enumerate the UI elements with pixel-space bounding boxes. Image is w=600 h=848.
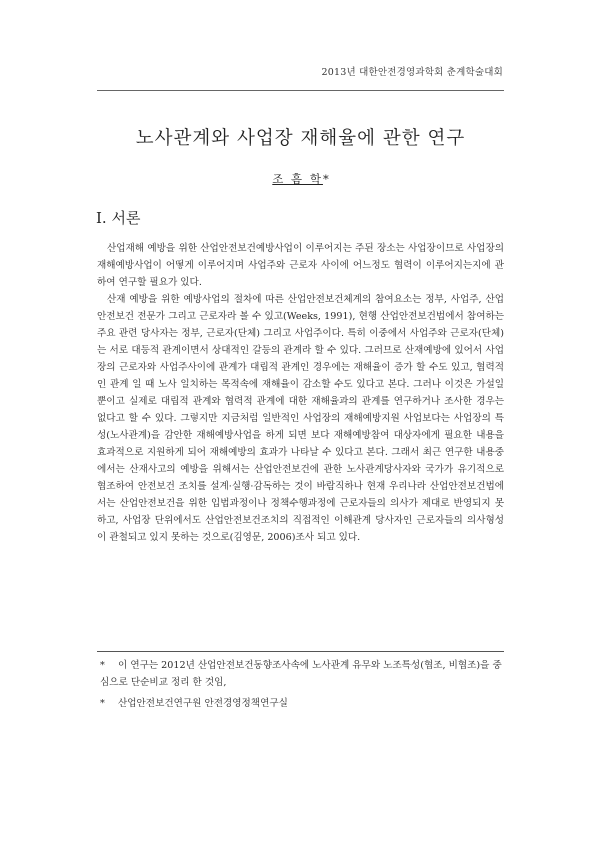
paragraph-1: 산업재해 예방을 위한 산업안전보건예방사업이 이루어지는 주된 장소는 사업장이므로 사업장의 재해예방사업이 어떻게 이루어지며 사업주와 근로자 사이에 어느정도 협력이 이루어지는지에 관하여 연구할 필요가 있다. xyxy=(97,243,504,288)
footnote-2-mark: * xyxy=(100,698,105,709)
paper-title: 노사관계와 사업장 재해율에 관한 연구 xyxy=(135,128,466,149)
footnote-1-text: 이 연구는 2012년 산업안전보건동향조사속에 노사관계 유무와 노조특성(협조, 비협조)을 중심으로 단순비교 정리 한 것임, xyxy=(100,660,502,688)
conference-header: 2013년 대한안전경영과학회 춘계학술대회 xyxy=(321,67,503,78)
author-line xyxy=(97,171,504,187)
footnote-1-mark: * xyxy=(100,660,105,671)
footnote-divider xyxy=(97,651,504,652)
footnote-1 xyxy=(100,657,504,691)
footnotes xyxy=(100,657,504,712)
body-text xyxy=(97,240,504,546)
paragraph-2: 산재 예방을 위한 예방사업의 절차에 따른 산업안전보건체계의 참여요소는 정부, 사업주, 산업안전보건 전문가 그리고 근로자라 볼 수 있고(Weeks, 1991), 현행 산업안전보건법에서 참여하는 주요 관련 당사자는 정부, 근로자(단체) 그리고 사업주이다. 특히 이중에서 사업주와 근로자(단체)는 서로 대등적 관계이면서 상대적인 갈등의 관계라 할 수 있다. 그러므로 산재예방에 있어서 사업장의 근로자와 사업주사이에 관계가 대립적 관계인 경우에는 재해율이 증가 할 수도 있고, 협력적인 관계 일 때 노사 일치하는 목적속에 재해율이 감소할 수도 있다고 본다. 그러나 이것은 가설일 뿐이고 실제로 대립적 관계와 협력적 관계에 대한 재해율과의 관계를 연구하거나 조사한 경우는 없다고 할 수 있다. 그렇지만 지금처럼 일반적인 사업장의 재해예방지원 사업보다는 사업장의 특성(노사관계)을 감안한 재해예방사업을 하게 되면 보다 재해예방참여 대상자에게 필요한 내용을 효과적으로 지원하게 되어 재해예방의 효과가 나타날 수 있다고 본다. 그래서 최근 연구한 내용중에서는 산재사고의 예방을 위해서는 산업안전보건에 관한 노사관계당사자와 국가가 유기적으로 협조하여 안전보건 조치를 설계·실행·감독하는 것이 바람직하나 현재 우리나라 산업안전보건법에서는 산업안전보건을 위한 입법과정이나 정책수행과정에 근로자들의 의사가 제대로 반영되지 못하고, 사업장 단위에서도 산업안전보건조치의 직접적인 이해관계 당사자인 근로자들의 의사형성이 관철되고 있지 못하는 것으로(김영문, 2006)조사 되고 있다. xyxy=(97,294,504,543)
footnote-2-text: 산업안전보건연구원 안전경영정책연구실 xyxy=(118,698,288,709)
header-divider xyxy=(97,90,504,91)
author-name: 조 흠 학 xyxy=(272,172,323,186)
section-heading: I. 서론 xyxy=(96,209,141,227)
footnote-2 xyxy=(100,695,504,712)
author-footnote-mark: * xyxy=(322,172,329,186)
